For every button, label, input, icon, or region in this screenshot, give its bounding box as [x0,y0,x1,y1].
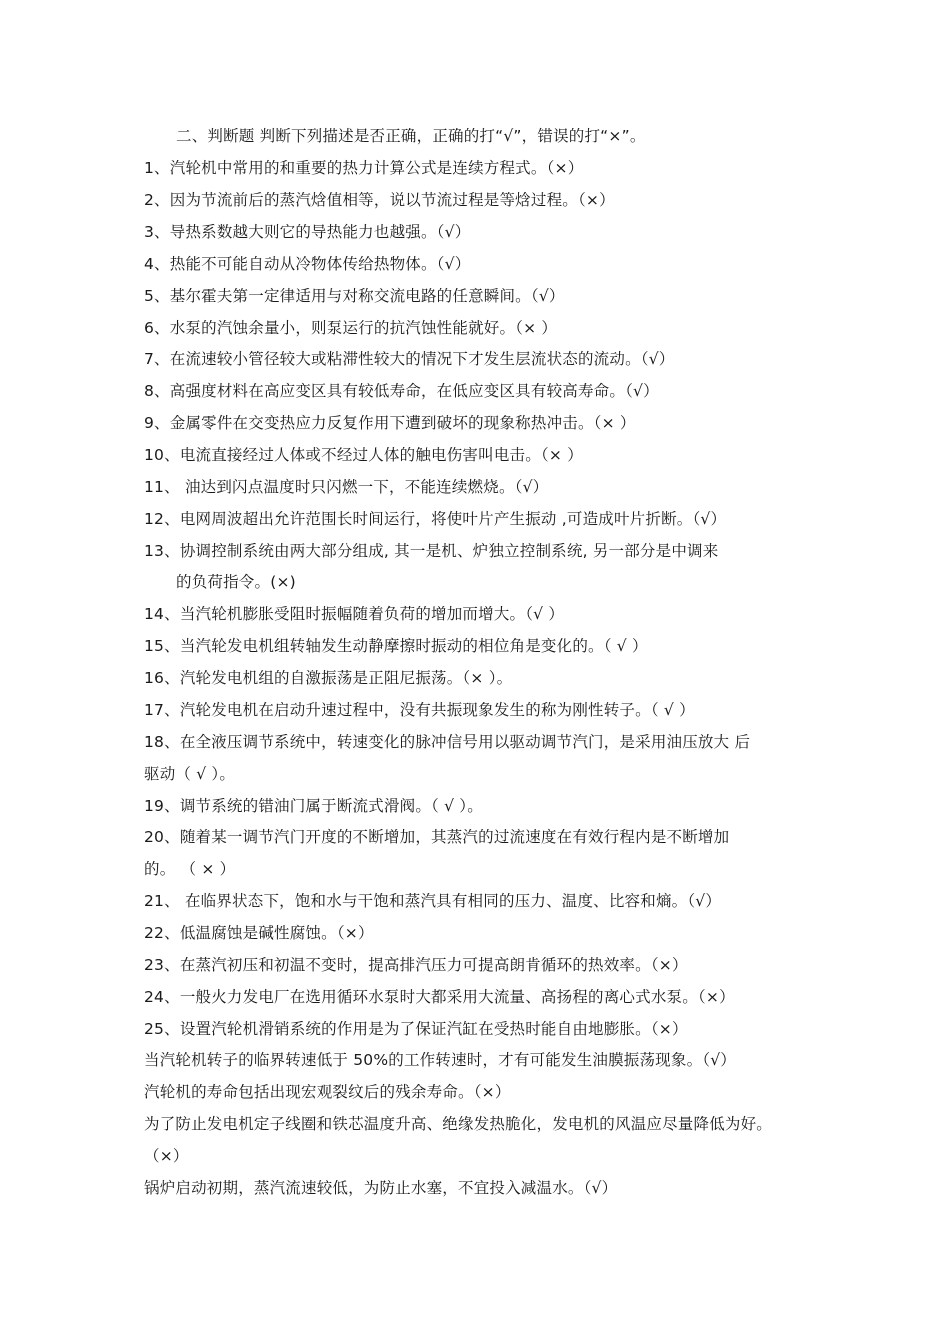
question-28: 为了防止发电机定子线圈和铁芯温度升高、绝缘发热脆化，发电机的风温应尽量降低为好。 [144,1115,773,1133]
question-15: 15、当汽轮发电机组转轴发生动静摩擦时振动的相位角是变化的。（ √ ） [144,637,648,655]
question-18-continued: 驱动（ √ ）。 [144,765,236,783]
question-20: 20、随着某一调节汽门开度的不断增加，其蒸汽的过流速度在有效行程内是不断增加 [144,828,730,846]
question-20-continued: 的。 （ × ） [144,860,236,878]
question-12: 12、电网周波超出允许范围长时间运行，将使叶片产生振动 ,可造成叶片折断。（√） [144,510,727,528]
question-17: 17、汽轮发电机在启动升速过程中，没有共振现象发生的称为刚性转子。（ √ ） [144,701,695,719]
question-4: 4、热能不可能自动从冷物体传给热物体。（√） [144,255,471,273]
question-2: 2、因为节流前后的蒸汽焓值相等，说以节流过程是等焓过程。（×） [144,191,615,209]
question-13: 13、协调控制系统由两大部分组成, 其一是机、炉独立控制系统, 另一部分是中调来 [144,542,719,560]
question-26: 当汽轮机转子的临界转速低于 50%的工作转速时，才有可能发生油膜振荡现象。（√） [144,1051,737,1069]
section-heading: 二、判断题 判断下列描述是否正确，正确的打“√”，错误的打“×”。 [176,127,646,145]
question-27: 汽轮机的寿命包括出现宏观裂纹后的残余寿命。（×） [144,1083,511,1101]
question-23: 23、在蒸汽初压和初温不变时，提高排汽压力可提高朗肯循环的热效率。（×） [144,956,688,974]
question-7: 7、在流速较小管径较大或粘滞性较大的情况下才发生层流状态的流动。（√） [144,350,675,368]
question-19: 19、调节系统的错油门属于断流式滑阀。（ √ ）。 [144,797,483,815]
question-22: 22、低温腐蚀是碱性腐蚀。（×） [144,924,374,942]
question-11: 11、 油达到闪点温度时只闪燃一下，不能连续燃烧。（√） [144,478,549,496]
question-18: 18、在全液压调节系统中，转速变化的脉冲信号用以驱动调节汽门，是采用油压放大 后 [144,733,751,751]
question-13-continued: 的负荷指令。(×) [176,573,296,591]
question-5: 5、基尔霍夫第一定律适用与对称交流电路的任意瞬间。（√） [144,287,565,305]
question-25: 25、设置汽轮机滑销系统的作用是为了保证汽缸在受热时能自由地膨胀。（×） [144,1020,688,1038]
question-3: 3、导热系数越大则它的导热能力也越强。（√） [144,223,471,241]
question-9: 9、金属零件在交变热应力反复作用下遭到破坏的现象称热冲击。（× ） [144,414,636,432]
question-24: 24、一般火力发电厂在选用循环水泵时大都采用大流量、高扬程的离心式水泵。（×） [144,988,735,1006]
question-14: 14、当汽轮机膨胀受阻时振幅随着负荷的增加而增大。（√ ） [144,605,565,623]
question-21: 21、 在临界状态下，饱和水与干饱和蒸汽具有相同的压力、温度、比容和熵。（√） [144,892,722,910]
question-6: 6、水泵的汽蚀余量小，则泵运行的抗汽蚀性能就好。（× ） [144,319,558,337]
question-28-continued: （×） [144,1147,189,1165]
question-10: 10、电流直接经过人体或不经过人体的触电伤害叫电击。（× ） [144,446,583,464]
question-29: 锅炉启动初期，蒸汽流速较低，为防止水塞，不宜投入减温水。（√） [144,1179,618,1197]
question-16: 16、汽轮发电机组的自激振荡是正阻尼振荡。（× ）。 [144,669,513,687]
question-8: 8、高强度材料在高应变区具有较低寿命，在低应变区具有较高寿命。（√） [144,382,659,400]
question-1: 1、汽轮机中常用的和重要的热力计算公式是连续方程式。（×） [144,159,584,177]
